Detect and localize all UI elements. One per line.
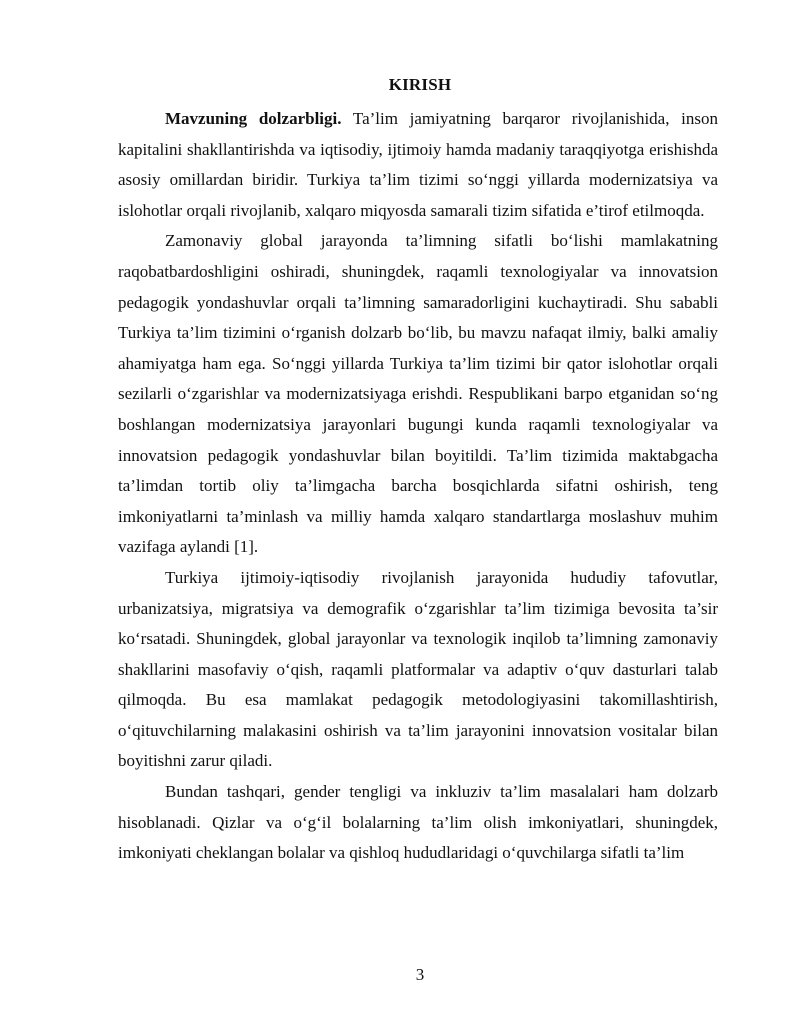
page-title: KIRISH (388, 75, 452, 94)
body-text (118, 104, 718, 869)
page-number: 3 (415, 965, 425, 984)
paragraph-global-process: Zamonaviy global jarayonda ta’limning sifatli bo‘lishi mamlakatning raqobatbardoshligini oshiradi, shuningdek, raqamli texnologiyalar va innovatsion pedagogik yondashuvlar orqali ta’limning samaradorligini kuchaytiradi. Shu sababli Turkiya ta’lim tizimini o‘rganish dolzarb bo‘lib, bu mavzu nafaqat ilmiy, balki amaliy ahamiyatga ham ega. So‘nggi yillarda Turkiya ta’lim tizimi bir qator islohotlar orqali sezilarli o‘zgarishlar va modernizatsiyaga erishdi. Respublikani barpo etganidan so‘ng boshlangan modernizatsiya jarayonlari bugungi kunda raqamli texnologiyalar va innovatsion pedagogik yondashuvlar bilan boyitildi. Ta’lim tizimida maktabgacha ta’limdan tortib oliy ta’limgacha barcha bosqichlarda sifatni oshirish, teng imkoniyatlarni ta’minlash va milliy hamda xalqaro standartlarga moslashuv muhim vazifaga aylandi [1]. (118, 231, 718, 557)
paragraph-gender-equality: Bundan tashqari, gender tengligi va inkluziv ta’lim masalalari ham dolzarb hisoblanadi. Qizlar va o‘g‘il bolalarning ta’lim olish imkoniyatlari, shuningdek, imkoniyati cheklangan bolalar va qishloq hududlaridagi o‘quvchilarga sifatli ta’lim (118, 782, 718, 863)
paragraph-lead: Mavzuning dolzarbligi. (165, 109, 342, 128)
paragraph-socioeconomic: Turkiya ijtimoiy-iqtisodiy rivojlanish jarayonida hududiy tafovutlar, urbanizatsiya, migratsiya va demografik o‘zgarishlar ta’lim tizimiga bevosita ta’sir ko‘rsatadi. Shuningdek, global jarayonlar va texnologik inqilob ta’limning zamonaviy shakllarini masofaviy o‘qish, raqamli platformalar va adaptiv o‘quv dasturlari talab qilmoqda. Bu esa mamlakat pedagogik metodologiyasini takomillashtirish, o‘qituvchilarning malakasini oshirish va ta’lim jarayonini innovatsion vositalar bilan boyitishni zarur qiladi. (118, 567, 718, 771)
paragraph-text: Ta’lim jamiyatning barqaror rivojlanishida, inson kapitalini shakllantirishda va iqtisodiy, ijtimoiy hamda madaniy taraqqiyotga erishishda asosiy omillardan biridir. Turkiya ta’lim tizimi so‘nggi yillarda modernizatsiya va islohotlar orqali rivojlanib, xalqaro miqyosda samarali tizim sifatida e’tirof etilmoqda. (118, 109, 718, 220)
paragraph-relevance (118, 104, 718, 226)
